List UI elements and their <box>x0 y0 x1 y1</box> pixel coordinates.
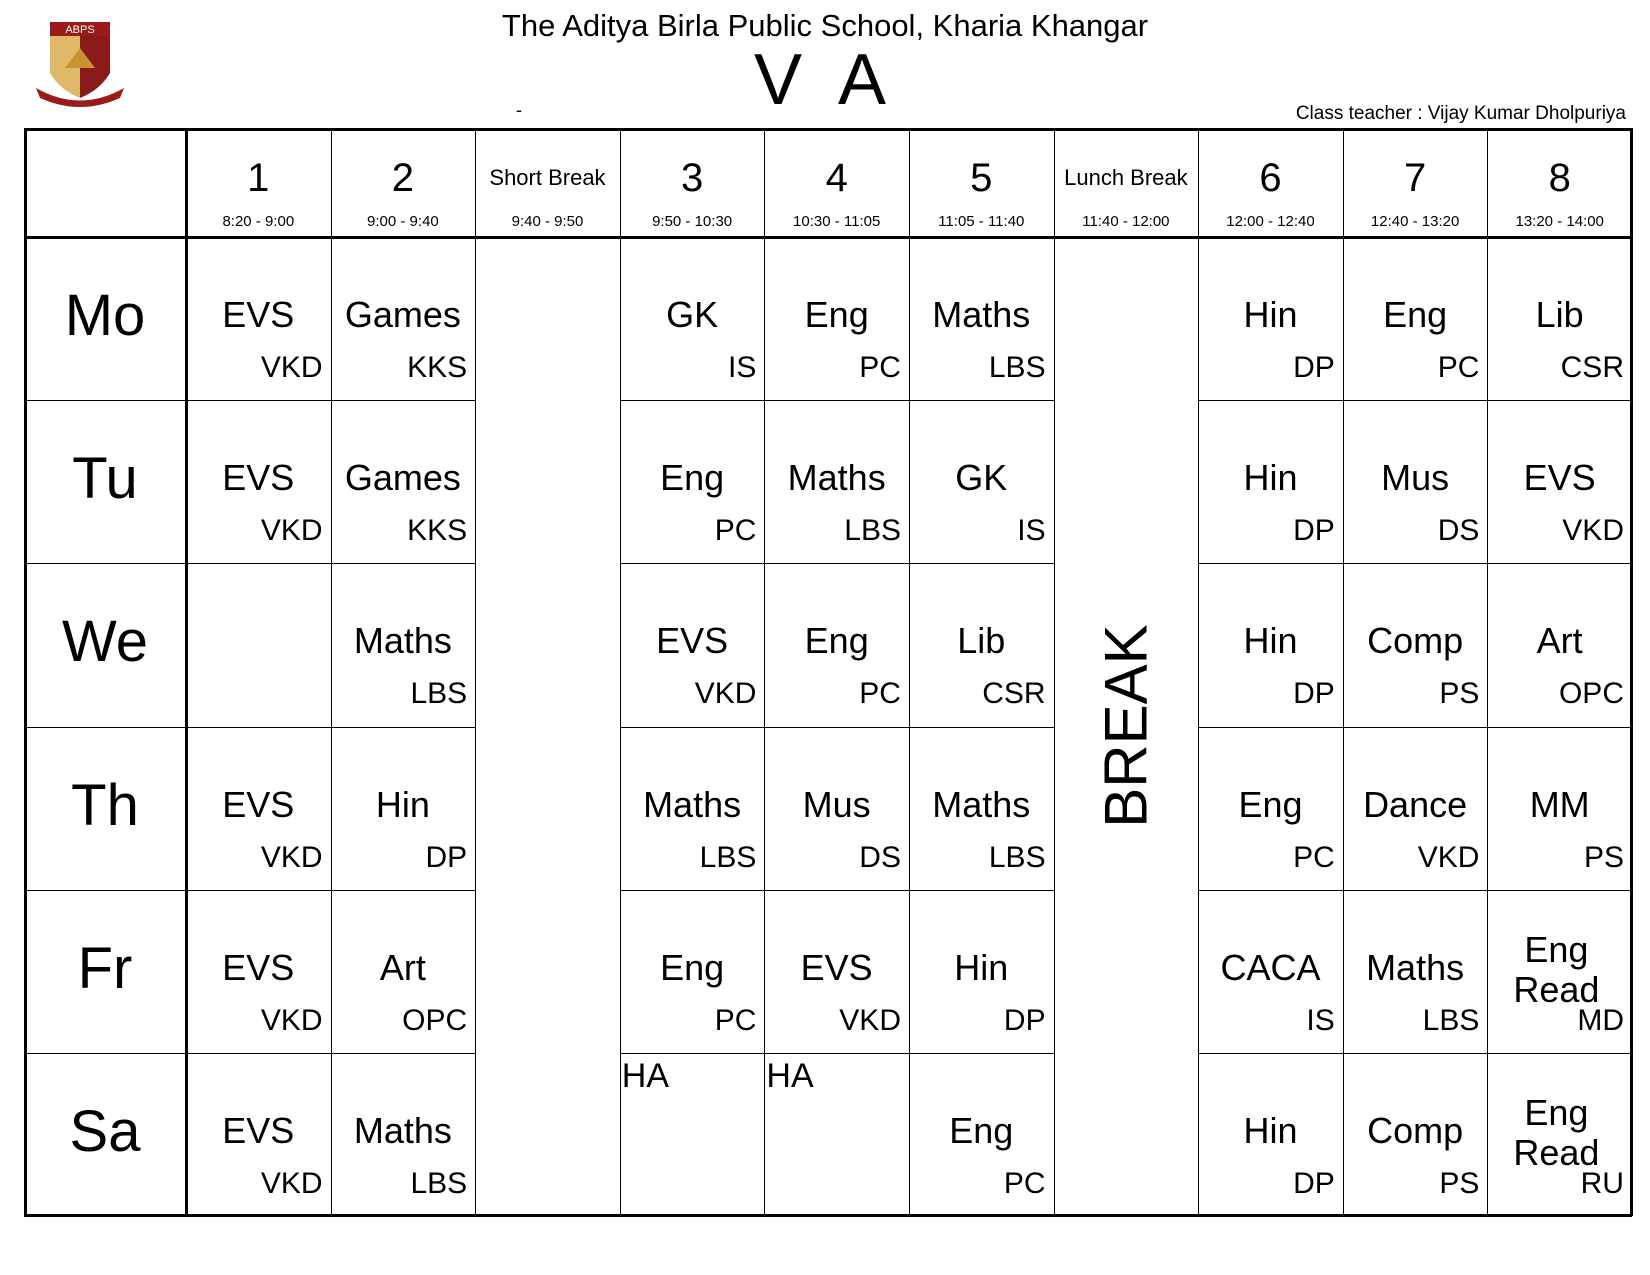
subject-label: Maths <box>1366 946 1465 988</box>
row-divider <box>764 400 909 401</box>
teacher-code: DS <box>1437 514 1480 548</box>
teacher-code: LBS <box>1422 1003 1480 1037</box>
row-divider <box>620 563 765 564</box>
subject-label: GK <box>666 294 719 335</box>
header-period-number: 4 <box>825 156 848 200</box>
lunch-break-banner <box>1054 563 1199 889</box>
row-divider <box>24 1053 186 1054</box>
day-label: Sa <box>69 1098 141 1164</box>
row-divider <box>764 1053 909 1054</box>
row-divider <box>186 400 331 401</box>
header-period-time: 9:50 - 10:30 <box>652 213 733 230</box>
table-border-bottom <box>24 1214 1632 1217</box>
header-divider <box>24 236 1632 239</box>
subject-label: Dance <box>1363 783 1468 825</box>
subject-label: Eng <box>660 457 725 499</box>
teacher-code: PS <box>1439 677 1480 711</box>
header-period-time: 9:00 - 9:40 <box>367 213 439 230</box>
teacher-code: VKD <box>1417 840 1480 874</box>
teacher-code: CSR <box>982 677 1046 711</box>
subject-label: Hin <box>954 946 1009 988</box>
subject-label: Comp <box>1367 620 1464 662</box>
subject-label: Eng <box>949 1109 1014 1151</box>
subject-label: Art <box>379 946 426 988</box>
day-label: Mo <box>64 283 146 348</box>
row-divider <box>24 727 186 728</box>
subject-label: Lib <box>1535 294 1584 335</box>
row-divider <box>331 1053 476 1054</box>
subject-label: Mus <box>802 783 871 825</box>
day-label: Tu <box>72 446 138 512</box>
row-divider <box>620 400 765 401</box>
subject-label: Maths <box>787 457 886 499</box>
teacher-code: CSR <box>1560 351 1624 384</box>
subject-label: GK <box>955 457 1008 499</box>
row-divider <box>24 890 186 891</box>
header-period-number: 8 <box>1548 156 1571 200</box>
row-divider <box>1487 563 1632 564</box>
row-divider <box>1198 563 1343 564</box>
row-divider <box>620 890 765 891</box>
teacher-code: VKD <box>260 514 323 548</box>
row-divider <box>620 727 765 728</box>
subject-label: Eng <box>1238 783 1303 825</box>
subject-label: Eng <box>1383 294 1448 335</box>
subject-label: EVS <box>222 457 295 499</box>
header-period-number: 5 <box>970 156 993 200</box>
teacher-code: LBS <box>410 1166 468 1200</box>
subject-label: Maths <box>932 294 1031 335</box>
teacher-code: VKD <box>839 1003 901 1037</box>
day-label: We <box>62 609 148 675</box>
row-divider <box>331 400 476 401</box>
subject-label: EVS <box>800 946 873 988</box>
row-divider <box>331 563 476 564</box>
subject-label: EVS <box>222 1109 295 1151</box>
teacher-code: DS <box>859 840 901 874</box>
subject-label: Eng <box>804 294 869 335</box>
row-divider <box>909 400 1054 401</box>
teacher-code: PS <box>1583 840 1624 874</box>
subject-label: Hin <box>1243 294 1298 335</box>
teacher-code: VKD <box>260 351 323 384</box>
row-divider <box>1343 1053 1488 1054</box>
header-period-time: 8:20 - 9:00 <box>222 213 295 230</box>
subject-label: Hin <box>1243 457 1298 499</box>
header-break-label: Short Break <box>489 165 606 190</box>
subject-label: Games <box>344 457 461 499</box>
teacher-code: RU <box>1580 1166 1624 1200</box>
subject-label: Games <box>344 294 461 335</box>
row-divider <box>1487 400 1632 401</box>
row-divider <box>909 890 1054 891</box>
teacher-code: LBS <box>410 677 468 711</box>
row-divider <box>186 1053 331 1054</box>
teacher-code: VKD <box>260 1166 323 1200</box>
row-divider <box>764 727 909 728</box>
teacher-code: IS <box>1306 1003 1335 1037</box>
row-divider <box>1343 890 1488 891</box>
header-period-time: 10:30 - 11:05 <box>793 213 881 230</box>
subject-label: EVS <box>222 783 295 825</box>
teacher-code: IS <box>728 351 757 384</box>
header-break-label: Lunch Break <box>1064 165 1188 190</box>
row-divider <box>1198 727 1343 728</box>
school-name: The Aditya Birla Public School, Kharia Khangar <box>501 8 1149 43</box>
header-period-time: 9:40 - 9:50 <box>511 213 584 230</box>
teacher-code: PC <box>714 514 757 548</box>
teacher-code: PC <box>1437 351 1480 384</box>
teacher-code: DP <box>1003 1003 1046 1037</box>
subject-label: Maths <box>932 783 1031 825</box>
row-divider <box>1198 400 1343 401</box>
teacher-code: LBS <box>988 351 1046 384</box>
row-divider <box>1198 890 1343 891</box>
day-label: Fr <box>77 935 133 1001</box>
teacher-code: MD <box>1577 1003 1624 1037</box>
subject-label: Maths <box>353 1109 452 1151</box>
subject-label: Comp <box>1367 1109 1464 1151</box>
day-label: Th <box>71 772 139 838</box>
row-divider <box>186 727 331 728</box>
row-divider <box>909 563 1054 564</box>
teacher-code: PC <box>1293 840 1335 874</box>
row-divider <box>1487 1053 1632 1054</box>
teacher-code: DP <box>425 840 468 874</box>
teacher-code: PC <box>714 1003 757 1037</box>
header-period-number: 6 <box>1259 156 1282 200</box>
row-divider <box>1343 727 1488 728</box>
subject-label: EVS <box>222 294 295 335</box>
teacher-code: VKD <box>260 1003 323 1037</box>
teacher-code: IS <box>1017 514 1046 548</box>
header-period-number: 3 <box>680 156 704 200</box>
note-label: HA <box>621 1056 670 1095</box>
subject-label: Hin <box>1243 620 1298 662</box>
teacher-code: KKS <box>407 351 468 384</box>
row-divider <box>331 727 476 728</box>
row-divider <box>24 400 186 401</box>
header-period-time: 12:40 - 13:20 <box>1370 213 1460 230</box>
teacher-code: KKS <box>407 514 468 548</box>
teacher-code: OPC <box>1558 677 1624 711</box>
class-title: V A <box>753 40 897 120</box>
class-teacher: Class teacher : Vijay Kumar Dholpuriya <box>1295 103 1626 124</box>
logo-text: ABPS <box>65 24 95 36</box>
row-divider <box>186 890 331 891</box>
teacher-code: DP <box>1293 514 1335 548</box>
subject-label: Art <box>1536 620 1583 662</box>
note-label: HA <box>766 1056 814 1095</box>
row-divider <box>1343 563 1488 564</box>
teacher-code: DP <box>1293 351 1335 384</box>
header-period-time: 11:40 - 12:00 <box>1082 213 1170 230</box>
dash-mark: - <box>516 100 522 120</box>
header-period-time: 13:20 - 14:00 <box>1515 213 1604 230</box>
teacher-code: PC <box>1003 1166 1046 1200</box>
teacher-code: DP <box>1293 1166 1335 1200</box>
row-divider <box>1343 400 1488 401</box>
subject-label: CACA <box>1220 946 1321 988</box>
subject-label: Eng <box>660 946 725 988</box>
row-divider <box>24 563 186 564</box>
row-divider <box>909 1053 1054 1054</box>
header-period-number: 1 <box>247 156 270 200</box>
lunch-break-label: BREAK <box>1092 624 1160 829</box>
header-period-time: 12:00 - 12:40 <box>1226 213 1315 230</box>
subject-label: Maths <box>643 783 742 825</box>
row-divider <box>764 890 909 891</box>
subject-label: Maths <box>353 620 452 662</box>
subject-label: Lib <box>957 620 1006 662</box>
row-divider <box>909 727 1054 728</box>
subject-label: Eng Read <box>1513 928 1600 1010</box>
header-period-time: 11:05 - 11:40 <box>938 213 1025 230</box>
row-divider <box>186 563 331 564</box>
row-divider <box>331 890 476 891</box>
subject-label: Mus <box>1381 457 1450 499</box>
subject-label: Eng <box>804 620 869 662</box>
subject-label: EVS <box>222 946 295 988</box>
row-divider <box>1487 727 1632 728</box>
teacher-code: PC <box>859 351 901 384</box>
teacher-code: VKD <box>1562 514 1624 548</box>
subject-label: Hin <box>375 783 430 825</box>
teacher-code: PC <box>859 677 901 711</box>
teacher-code: LBS <box>699 840 757 874</box>
row-divider <box>1487 890 1632 891</box>
subject-label: EVS <box>1523 457 1596 499</box>
teacher-code: VKD <box>694 677 757 711</box>
teacher-code: LBS <box>844 514 901 548</box>
table-border-top <box>24 128 1632 131</box>
teacher-code: PS <box>1439 1166 1480 1200</box>
subject-label: Hin <box>1243 1109 1298 1151</box>
subject-label: Eng Read <box>1513 1091 1600 1173</box>
row-divider <box>620 1053 765 1054</box>
row-divider <box>764 563 909 564</box>
teacher-code: OPC <box>402 1003 468 1037</box>
teacher-code: VKD <box>260 840 323 874</box>
header-period-number: 2 <box>391 156 415 200</box>
column-divider <box>475 128 476 1216</box>
row-divider <box>1198 1053 1343 1054</box>
header-period-number: 7 <box>1403 156 1427 200</box>
teacher-code: DP <box>1293 677 1335 711</box>
teacher-code: LBS <box>988 840 1046 874</box>
subject-label: MM <box>1529 783 1590 825</box>
subject-label: EVS <box>656 620 729 662</box>
